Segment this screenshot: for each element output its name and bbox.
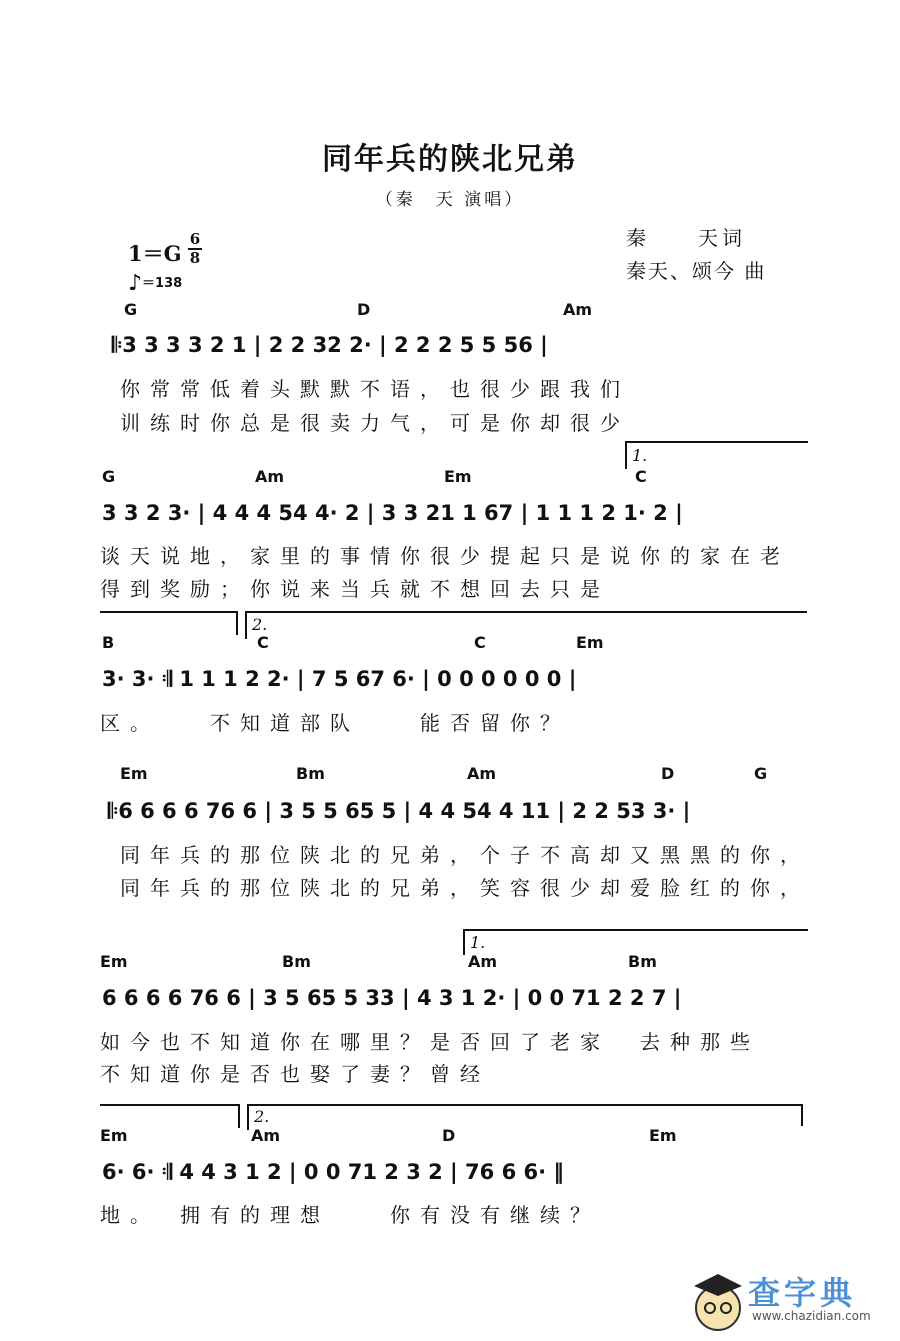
lyrics-verse-1: 如今也不知道你在哪里？是否回了老家 去种那些 [100, 1030, 760, 1054]
lyrics-verse-2: 得到奖励；你说来当兵就不想回去只是 [100, 577, 610, 601]
chord: Am [468, 952, 498, 971]
chord: Em [649, 1126, 677, 1145]
chord: Bm [628, 952, 657, 971]
chord: Em [576, 633, 604, 652]
chord: D [661, 764, 675, 783]
chord: Em [100, 1126, 128, 1145]
volta-bracket-2-edge [247, 1104, 249, 1130]
volta-bracket-1-tail-edge [236, 611, 238, 635]
eighth-note-icon: ♪ [128, 271, 143, 296]
chord: C [257, 633, 269, 652]
chord: C [474, 633, 486, 652]
lyrics-verse-2: 不知道你是否也娶了妻？曾经 [100, 1062, 490, 1086]
notation-line: 𝄆6 6 6 6 76 6 | 3 5 5 65 5 | 4 4 54 4 11 | 2 2 53 3· | [108, 799, 691, 823]
volta-bracket-2 [245, 611, 807, 613]
ending-number: 2. [254, 1107, 270, 1126]
singer-credit: （秦 天 演唱） [375, 190, 525, 210]
notation-line: 𝄆3 3 3 3 2 1 | 2 2 32 2· | 2 2 2 5 5 56 | [112, 333, 548, 357]
composer-credit: 秦天、颂今 曲 [626, 259, 767, 283]
song-title: 同年兵的陕北兄弟 [322, 142, 578, 177]
chord: Am [563, 300, 593, 319]
ending-number: 2. [252, 615, 268, 634]
chord: Bm [296, 764, 325, 783]
time-signature [188, 232, 202, 266]
lyrics-verse-2: 同年兵的那位陕北的兄弟，笑容很少却爱脸红的你， [120, 876, 810, 900]
notation-line: 3· 3· 𝄇 1 1 1 2 2· | 7 5 67 6· | 0 0 0 0 0 0 | [102, 667, 577, 691]
lyrics-verse-2: 训练时你总是很卖力气，可是你却很少 [120, 411, 630, 435]
notation-line: 6 6 6 6 76 6 | 3 5 65 5 33 | 4 3 1 2· | 0 0 71 2 2 7 | [102, 986, 682, 1010]
lyricist-credit: 秦 天词 [626, 226, 746, 250]
volta-bracket-2 [247, 1104, 803, 1106]
volta-bracket-2-end [801, 1104, 803, 1126]
lyrics-verse-1: 地。 拥有的理想 你有没有继续？ [100, 1203, 600, 1227]
chord: Bm [282, 952, 311, 971]
chord: D [357, 300, 371, 319]
chord: Am [251, 1126, 281, 1145]
watermark-url: www.chazidian.com [752, 1309, 871, 1323]
volta-bracket-1-edge [625, 441, 627, 469]
chord: B [102, 633, 115, 652]
lyrics-verse-1: 同年兵的那位陕北的兄弟，个子不高却又黑黑的你， [120, 843, 810, 867]
chord: G [102, 467, 116, 486]
watermark-text: 查字典 [748, 1274, 857, 1312]
lyrics-verse-1: 你常常低着头默默不语，也很少跟我们 [120, 377, 630, 401]
chord: G [124, 300, 138, 319]
volta-bracket-1-tail-edge [238, 1104, 240, 1128]
tempo-value: ＝138 [142, 276, 183, 291]
volta-bracket-1-edge [463, 929, 465, 955]
volta-bracket-1-tail [100, 611, 238, 613]
chord: Am [467, 764, 497, 783]
tempo-marking [128, 271, 182, 296]
volta-bracket-1-tail [100, 1104, 240, 1106]
ending-number: 1. [632, 446, 648, 465]
key-signature: 1＝G [128, 241, 182, 266]
chord: Em [444, 467, 472, 486]
lyrics-verse-1: 谈天说地，家里的事情你很少提起只是说你的家在老 [100, 544, 790, 568]
chord: C [635, 467, 647, 486]
notation-line: 3 3 2 3· | 4 4 4 54 4· 2 | 3 3 21 1 67 | 1 1 1 2 1· 2 | [102, 501, 683, 525]
ending-number: 1. [470, 933, 486, 952]
chord: Am [255, 467, 285, 486]
chord: Em [120, 764, 148, 783]
lyrics-verse-1: 区。 不知道部队 能否留你？ [100, 711, 570, 735]
volta-bracket-2-edge [245, 611, 247, 639]
chord: Em [100, 952, 128, 971]
meter-top: 6 [189, 230, 201, 248]
notation-line: 6· 6· 𝄇 4 4 3 1 2 | 0 0 71 2 3 2 | 76 6 6· ‖ [102, 1160, 564, 1184]
volta-bracket-1 [463, 929, 808, 931]
chord: G [754, 764, 768, 783]
meter-bottom: 8 [189, 249, 201, 267]
chord: D [442, 1126, 456, 1145]
volta-bracket-1 [625, 441, 808, 443]
